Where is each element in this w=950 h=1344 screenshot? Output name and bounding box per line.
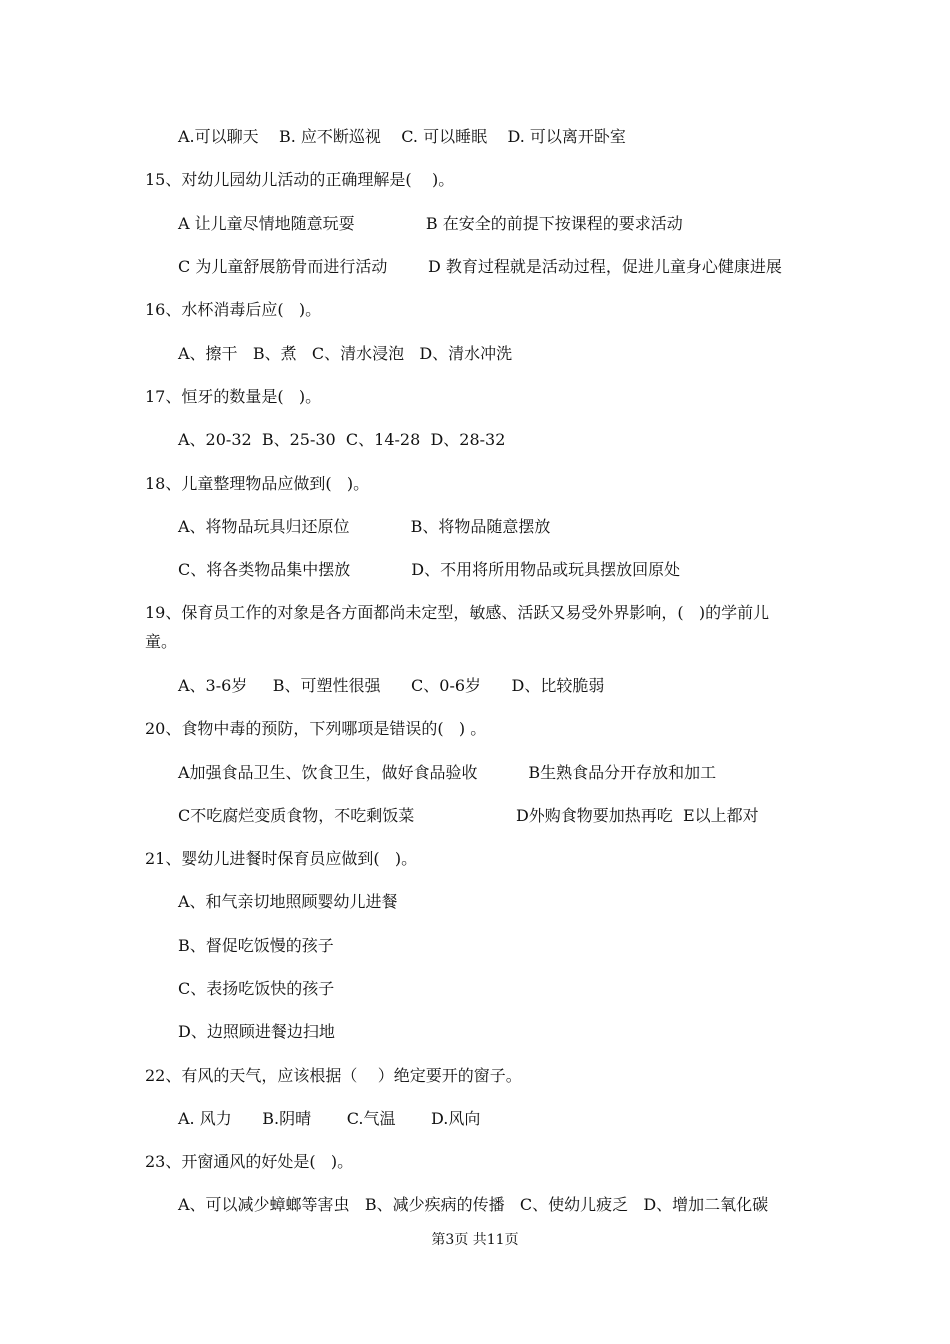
question-line: 21、婴幼儿进餐时保育员应做到( )。	[145, 849, 418, 868]
option-line: A、将物品玩具归还原位 B、将物品随意摆放	[178, 517, 551, 536]
option-line: A、可以减少蟑螂等害虫 B、减少疾病的传播 C、使幼儿疲乏 D、增加二氧化碳	[178, 1195, 769, 1214]
question-line: 童。	[145, 632, 178, 651]
question-line: 17、恒牙的数量是( )。	[145, 387, 322, 406]
option-line: A、和气亲切地照顾婴幼儿进餐	[178, 892, 398, 911]
question-line: 15、对幼儿园幼儿活动的正确理解是( )。	[145, 170, 455, 189]
option-line: D、边照顾进餐边扫地	[178, 1022, 335, 1041]
option-line: B、督促吃饭慢的孩子	[178, 936, 334, 955]
option-line: A.可以聊天 B. 应不断巡视 C. 可以睡眠 D. 可以离开卧室	[178, 127, 626, 146]
question-line: 16、水杯消毒后应( )。	[145, 300, 322, 319]
option-line: C不吃腐烂变质食物，不吃剩饭菜 D外购食物要加热再吃 E以上都对	[178, 806, 759, 825]
option-line: A、20-32 B、25-30 C、14-28 D、28-32	[178, 430, 506, 449]
question-line: 23、开窗通风的好处是( )。	[145, 1152, 354, 1171]
option-line: A. 风力 B.阴晴 C.气温 D.风向	[178, 1109, 481, 1128]
option-line: C 为儿童舒展筋骨而进行活动 D 教育过程就是活动过程，促进儿童身心健康进展	[178, 257, 782, 276]
question-line: 18、儿童整理物品应做到( )。	[145, 474, 370, 493]
question-line: 20、食物中毒的预防，下列哪项是错误的( ) 。	[145, 719, 487, 738]
page-footer: 第3页 共11页	[431, 1232, 519, 1248]
question-line: 19、保育员工作的对象是各方面都尚未定型，敏感、活跃又易受外界影响，( )的学前儿	[145, 603, 770, 622]
option-line: A、擦干 B、煮 C、清水浸泡 D、清水冲洗	[178, 344, 513, 363]
option-line: A 让儿童尽情地随意玩耍 B 在安全的前提下按课程的要求活动	[178, 214, 683, 233]
option-line: C、表扬吃饭快的孩子	[178, 979, 335, 998]
question-line: 22、有风的天气，应该根据（ ）绝定要开的窗子。	[145, 1066, 522, 1085]
option-line: A、3-6岁 B、可塑性很强 C、0-6岁 D、比较脆弱	[178, 676, 605, 695]
option-line: C、将各类物品集中摆放 D、不用将所用物品或玩具摆放回原处	[178, 560, 681, 579]
option-line: A加强食品卫生、饮食卫生，做好食品验收 B生熟食品分开存放和加工	[178, 763, 717, 782]
